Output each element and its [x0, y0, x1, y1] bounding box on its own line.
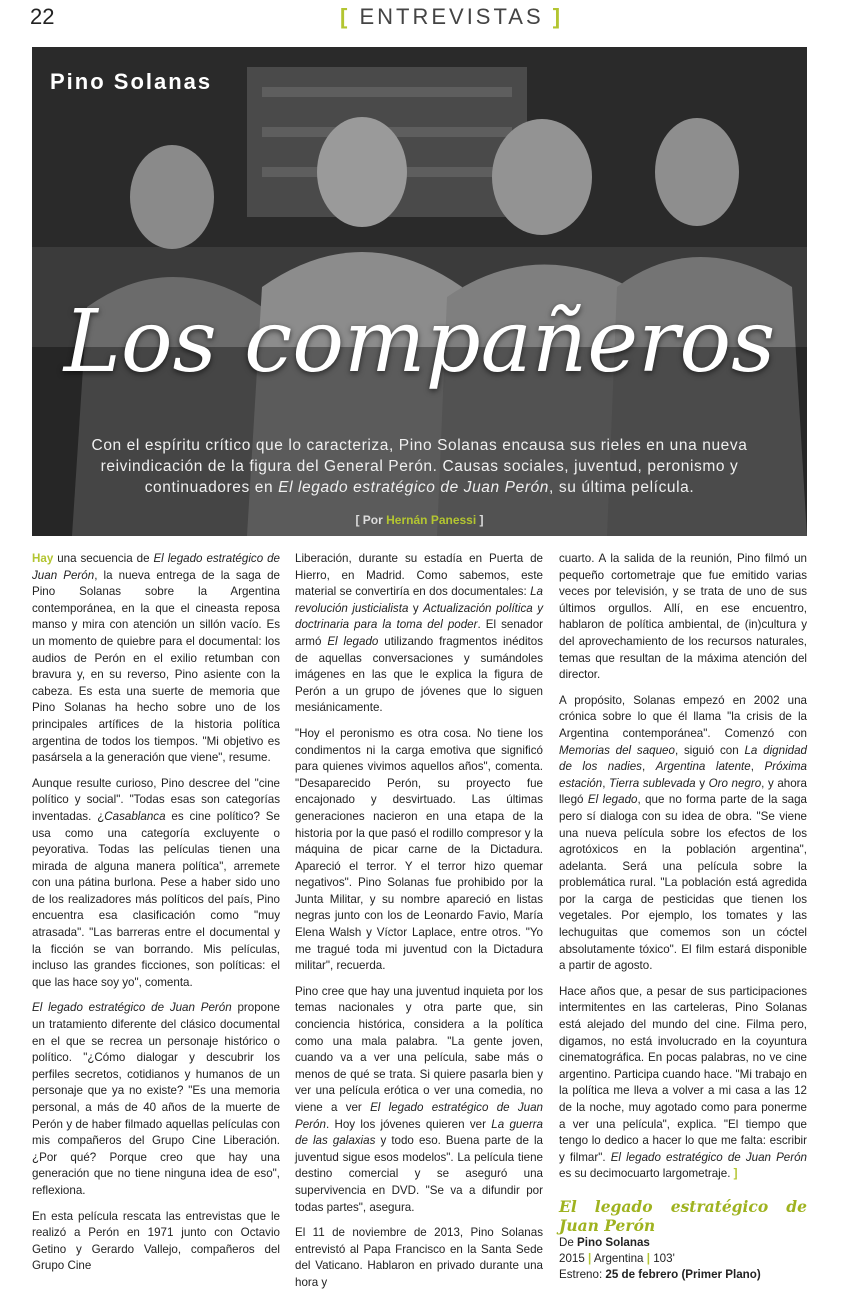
paragraph [295, 984, 543, 1216]
paragraph: En esta película rescata las entrevistas que le realizó a Perón en 1971 junto con Octavio Getino y Gerardo Vallejo, compañeros del Grupo Cine [32, 1209, 280, 1273]
release-date: 25 de febrero (Primer Plano) [605, 1267, 761, 1281]
text-run: , [750, 760, 765, 774]
text-run: y [408, 601, 424, 615]
text-run: De [559, 1235, 578, 1249]
paragraph: "Hoy el peronismo es otra cosa. No tiene los condimentos ni la carga emotiva que significó para quienes vivimos aquellos años", comenta. "Desaparecido Perón, su proyecto fue encajonado y desvirtuado. Las últimas generaciones nacieron en una etapa de la historia por la que pasó el rodillo compresor y la máquina de picar carne de la Dictadura. Apareció el terror. Y el terror hizo quemar negativos". Pino Solanas fue prohibido por la Junta Militar, y su nombre apareció en listas negras junto con los de Leonardo Favio, María Elena Walsh y Víctor Laplace, entre otros. "Yo me tragué toda mi juventud con la Dictadura militar", recuerda. [295, 726, 543, 973]
paragraph [32, 1000, 280, 1199]
paragraph: El 11 de noviembre de 2013, Pino Solanas entrevistó al Papa Francisco en la Santa Sede del Vaticano. Hablaron en privado durante una hora y [295, 1226, 543, 1289]
film-title: El legado estratégico de Juan Perón [295, 1101, 543, 1131]
film-info-box [559, 1197, 807, 1283]
byline-open: [ Por [355, 513, 387, 527]
film-title: El legado [327, 634, 379, 648]
column-3 [559, 551, 807, 1283]
text-run: . El senador armó [295, 618, 543, 648]
film-title: Próxima estación [559, 760, 807, 790]
text-run: una secuencia de [53, 552, 154, 565]
text-run: es cine político? Se usa como una categoría excluyente o peyorativa. Todas las películas tienen una mirada de alguna manera política", arremete con una pátina burlona. Pese a haber sido uno de los realizadores más políticos del país, Pino encuentra esa clasificación como "muy atrasada". "Las barreras entre el documental y la ficción se van borrando. Mis películas, incluso las grandes ficciones, son políticas: el que las hace soy yo", comenta. [32, 809, 280, 989]
lead-part-2: , su última película. [549, 479, 695, 496]
text-run: , [641, 760, 656, 774]
film-title: Oro negro [708, 776, 762, 790]
paragraph [559, 984, 807, 1183]
bracket-open: [ [340, 4, 351, 29]
film-meta [559, 1251, 807, 1267]
film-title: El legado estratégico de Juan Perón [610, 1150, 808, 1164]
film-title: Memorias del saqueo [559, 743, 675, 757]
text-run: , y ahora llegó [559, 776, 807, 807]
film-title: Tierra sublevada [609, 776, 696, 790]
section-title: ENTREVISTAS [359, 4, 544, 29]
film-title: El legado estratégico de Juan Perón [32, 552, 280, 582]
byline-author: Hernán Panessi [386, 513, 477, 527]
director-name: Pino Solanas [577, 1235, 650, 1249]
text-run: utilizando fragmentos inéditos de aquellas conversaciones y sumándoles imágenes en las que le explica la figura de Perón a un grupo de jóvenes que lo siguen mesiánicamente. [295, 634, 543, 715]
paragraph [32, 551, 280, 767]
text-run: Liberación, durante su estadía en Puerta de Hierro, en Madrid. Como sabemos, este material se convertiría en dos documentales: [295, 552, 543, 599]
end-mark: ] [733, 1167, 738, 1181]
separator: | [588, 1251, 592, 1265]
hero-author-tag: Pino Solanas [50, 69, 213, 94]
hero-photo [32, 47, 807, 536]
section-header [340, 4, 563, 30]
lead-text [62, 435, 777, 498]
headline: Los compañeros [63, 292, 776, 392]
text-run: , [602, 776, 609, 790]
film-title: Casablanca [104, 809, 166, 823]
text-run: Estreno: [559, 1267, 606, 1281]
film-title: El legado [587, 793, 638, 807]
text-run: . Hoy los jóvenes quieren ver [325, 1117, 492, 1131]
film-title: Argentina latente [655, 760, 751, 774]
page-number: 22 [30, 4, 55, 29]
text-run: Pino cree que hay una juventud inquieta por los temas nacionales y otra parte que, sin conciencia histórica, considera a la política como una mala palabra. "La gente joven, cuando va a ver una película, sabe más o menos de qué se trata. Si quiere pasarla bien y ver una película erótica o ver una comedia, no viene a ver [295, 984, 543, 1114]
film-director [559, 1235, 807, 1251]
film-duration: 103' [653, 1251, 675, 1265]
bracket-close: ] [552, 4, 564, 29]
film-box-title: El legado estratégico de Juan Perón [559, 1196, 807, 1235]
byline [32, 513, 807, 527]
paragraph [32, 776, 280, 992]
film-release [559, 1267, 807, 1283]
byline-close: ] [476, 513, 484, 527]
lead-part-1: Con el espíritu crítico que lo caracteriza, Pino Solanas encausa sus rieles en una nueva reivindicación de la figura del General Perón. Causas sociales, juventud, peronismo y continuadores en [91, 437, 748, 496]
film-title: La revolución justicialista [295, 585, 543, 615]
text-run: propone un tratamiento diferente del clásico documental en el que se recrea un personaje histórico o político. "¿Cómo dialogar y descubrir los perfiles secretos, cotidianos y humanos de un personaje que ya no existe? "Es una memoria personal, a más de 40 años de la muerte de Perón y de haber filmado aquellas películas con mis compañeros del Grupo Cine Liberación. ¿Por qué? Porque creo que hay una generación que no tiene ninguna idea de eso", reflexiona. [32, 1001, 280, 1197]
text-run: Hace años que, a pesar de sus participaciones intermitentes en las carteleras, Pino Solanas está alejado del mundo del cine. Filma pero, digamos, no está involucrado en la coyuntura cinematográfica. En pocas palabras, no ve cine argentino. Participa cuando hace. "Mi trabajo en la política me lleva a volver a mi casa a las 12 de la noche, muy agotado como para ponerme a ver una película", explica. "El tiempo que tengo lo dedico a hacer lo que me falta: escribir y filmar". [559, 984, 807, 1164]
film-country: Argentina [593, 1251, 644, 1265]
text-run: , la nueva entrega de la saga de Pino Solanas sobre la Argentina contemporánea, en la que el cineasta reposa manso y mira con atención un sillón vacío. Es un momento de quiebre para el documental: los audios de Perón en el exilio retumban con bravura y, en su reverso, Pino asiente con la cabeza. Es esta una suerte de memoria que Pino Solanas ha hecho sobre uno de los principales artífices de la historia política argentina de todos los tiempos. "Mi objetivo es pasársela a la generación que viene", resume. [32, 568, 280, 765]
drop-word: Hay [32, 552, 54, 565]
column-2 [295, 551, 543, 1301]
text-run: Aunque resulte curioso, Pino descree del "cine político y social". "Todas esas son categorías inventadas. ¿ [32, 776, 280, 823]
film-title: La guerra de las galaxias [295, 1117, 543, 1148]
film-year: 2015 [559, 1251, 585, 1265]
separator: | [646, 1251, 650, 1265]
film-title: La dignidad de los nadies [559, 743, 807, 774]
column-1 [32, 551, 280, 1284]
film-title: El legado estratégico de Juan Perón [32, 1001, 232, 1015]
paragraph: cuarto. A la salida de la reunión, Pino filmó un pequeño cortometraje que fue emitido varias veces por televisión, y se trata de uno de sus últimos orgullos. Allí, en ese encuentro, hablaron de política ambiental, de (in)cultura y del aprovechamiento de los recursos naturales, temas que resultan de la máxima atención del director. [559, 552, 807, 682]
text-run: es su decimocuarto largometraje. [559, 1167, 734, 1181]
lead-film-title: El legado estratégico de Juan Perón [278, 479, 550, 496]
text-run: y [695, 776, 709, 790]
text-run: , siguió con [674, 743, 745, 757]
text-run: y todo eso. Buena parte de la juventud sigue esos modelos". La película tiene destino comercial y se aseguró una supervivencia en DVD. "Se va a difundir por todas partes", asegura. [295, 1134, 543, 1214]
paragraph [559, 693, 807, 975]
paragraph [295, 551, 543, 717]
text-run: A propósito, Solanas empezó en 2002 una crónica sobre lo que él llama "la crisis de la Argentina contemporánea". Comenzó con [559, 693, 807, 740]
film-title: Actualización política y doctrinaria para la toma del poder [295, 601, 543, 632]
text-run: , que no forma parte de la saga pero sí dialoga con su idea de obra. "Se viene una nueva película sobre los efectos de los agrotóxicos en la población argentina", adelanta. Será una película sobre la problemática rural. "La población está agredida por la carga de pesticidas que tienen los vegetales. Por ejemplo, los tomates y las lechuguitas que comemos son un cóctel absolutamente tóxico". El film estará disponible a partir de agosto. [559, 793, 807, 973]
